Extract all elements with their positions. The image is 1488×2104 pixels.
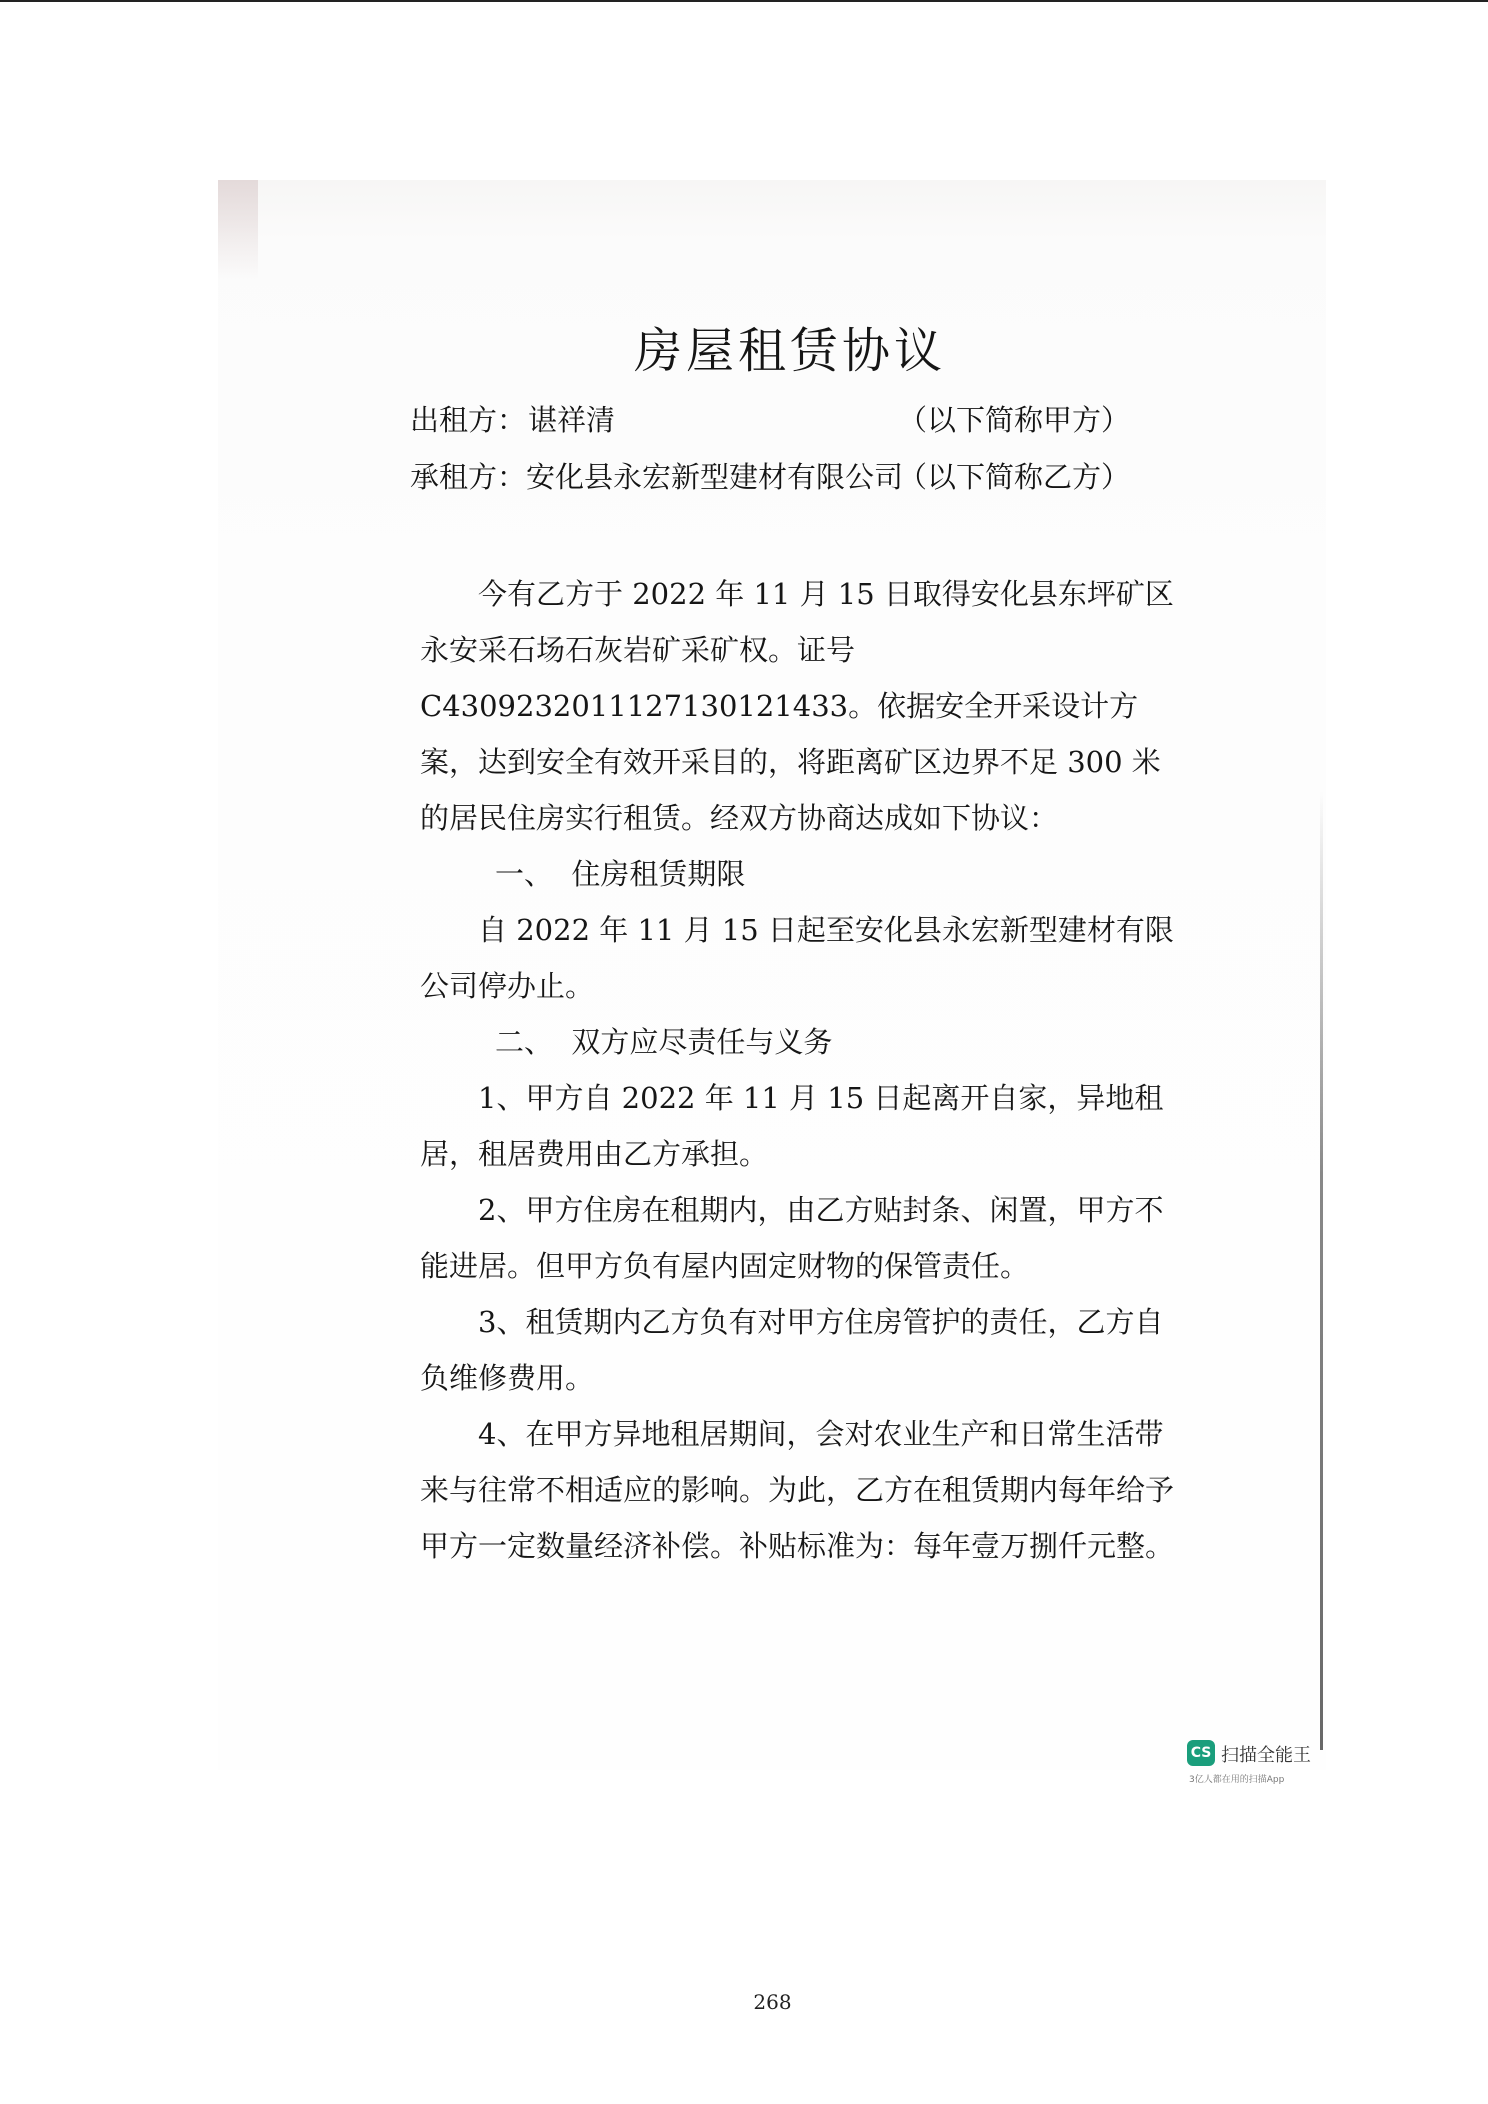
document-title: 房屋租赁协议 xyxy=(633,323,946,379)
clause-2: 2、甲方住房在租期内，由乙方贴封条、闲置，甲方不能进居。但甲方负有屋内固定财物的保管责任。 xyxy=(420,1193,1164,1283)
lessee-name: 安化县永宏新型建材有限公司 xyxy=(526,460,904,494)
lessor-name: 谌祥清 xyxy=(528,403,616,437)
lessee-line xyxy=(410,457,1130,497)
section1-heading: 一、 住房租赁期限 xyxy=(495,857,746,891)
agreement-body xyxy=(420,566,1180,1574)
camscanner-watermark xyxy=(1187,1740,1327,1790)
lessor-line xyxy=(410,400,1130,440)
section2-heading: 二、 双方应尽责任与义务 xyxy=(495,1025,833,1059)
intro-paragraph: 今有乙方于 2022 年 11 月 15 日取得安化县东坪矿区永安采石场石灰岩矿采矿权。证号 C4309232011127130121433。依据安全开采设计方案，达到安全有效开采目的，将距离矿区边界不足 300 米的居民住房实行租赁。经双方协商达成如下协议： xyxy=(420,577,1174,835)
page-number: 268 xyxy=(753,1990,792,2014)
lessee-label: 承租方： xyxy=(410,460,527,494)
camscanner-app-name: 扫描全能王 xyxy=(1221,1745,1311,1766)
scan-edge-shadow xyxy=(1320,790,1323,1750)
lessor-note: （以下简称甲方） xyxy=(897,403,1130,437)
top-border-line xyxy=(0,0,1488,2)
section1-text: 自 2022 年 11 月 15 日起至安化县永宏新型建材有限公司停办止。 xyxy=(420,913,1174,1003)
camscanner-logo-icon: CS xyxy=(1187,1740,1215,1766)
scan-corner-shadow xyxy=(218,180,258,280)
lessor-label: 出租方： xyxy=(410,403,527,437)
clause-3: 3、租赁期内乙方负有对甲方住房管护的责任，乙方自负维修费用。 xyxy=(420,1305,1164,1395)
camscanner-tagline: 3亿人都在用的扫描App xyxy=(1189,1775,1285,1785)
clause-4: 4、在甲方异地租居期间，会对农业生产和日常生活带来与往常不相适应的影响。为此，乙方在租赁期内每年给予甲方一定数量经济补偿。补贴标准为：每年壹万捌仟元整。 xyxy=(420,1417,1175,1563)
lessee-note: （以下简称乙方） xyxy=(897,460,1130,494)
clause-1: 1、甲方自 2022 年 11 月 15 日起离开自家，异地租居，租居费用由乙方承担。 xyxy=(420,1081,1164,1171)
